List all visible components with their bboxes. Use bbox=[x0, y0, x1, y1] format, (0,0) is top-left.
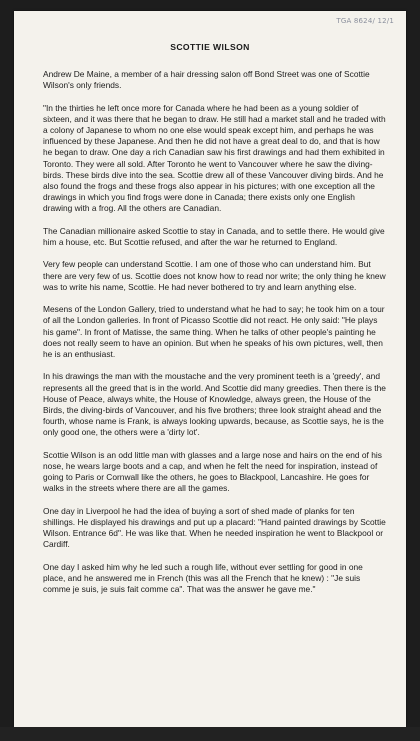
paragraph: The Canadian millionaire asked Scottie to stay in Canada, and to settle there. He would give him a house, etc. But Scottie refused, and after the war he returned to England. bbox=[43, 225, 385, 248]
paragraph: In his drawings the man with the moustache and the very prominent teeth is a 'greedy', and represents all the greed that is in the world. And Scottie did many greedies. Then there is the House of Peace, always white, the House of Knowledge, always green, the House of the Birds, the diving-birds of Vancouver, and his five brothers; three look straight ahead and the fourth, whose name is Frank, is always looking upwards, because, as Scottie says, he is the only good one, the others were a 'dirty lot'. bbox=[43, 371, 386, 438]
paragraph: Scottie Wilson is an odd little man with glasses and a large nose and hairs on the end of his nose, he wears large boots and a cap, and when he felt the need for inspiration, instead of going to Paris or Cornwall like the others, he goes to Blackpool, Lancashire. He goes for walks in the streets where there are all the games. bbox=[43, 449, 382, 494]
document-title: SCOTTIE WILSON bbox=[170, 42, 250, 52]
paragraph: Very few people can understand Scottie. I am one of those who can understand him. But there are very few of us. Scottie does not know how to read nor write; the only thing he knew was to write his name, Scottie. He had never bothered to try and learn anything else. bbox=[43, 259, 386, 292]
paragraph: Mesens of the London Gallery, tried to understand what he had to say; he took him on a tour of all the London galleries. In front of Picasso Scottie did not react. He only said: "He plays his game". In front of Matisse, the same thing. When he talks of other people's painting he does not really seem to have an opinion. But when he speaks of his own pictures, well, then he is an enthusiast. bbox=[43, 304, 385, 360]
paragraph: One day in Liverpool he had the idea of buying a sort of shed made of planks for ten shillings. He displayed his drawings and put up a placard: "Hand painted drawings by Scottie Wilson. Entrance 6d". He was like that. When he needed inspiration he went to Blackpool or Cardiff. bbox=[43, 505, 386, 550]
archive-reference: TGA 8624/ 12/1 bbox=[336, 17, 394, 25]
paragraph: One day I asked him why he led such a rough life, without ever settling for good in one place, and he answered me in French (this was all the French that he knew) : "Je suis comme je suis, je suis fait comme ca". That was the answer he gave me." bbox=[43, 561, 363, 595]
paragraph: Andrew De Maine, a member of a hair dressing salon off Bond Street was one of Scottie Wilson's only friends. bbox=[43, 69, 370, 91]
scan-background bbox=[0, 727, 420, 741]
document-body bbox=[43, 69, 386, 607]
typewritten-page bbox=[14, 11, 406, 727]
paragraph: "In the thirties he left once more for Canada where he had been as a young soldier of sixteen, and it was there that he began to draw. He still had a market stall and he traded with a colony of Japanese to whom no one else would speak except him, and perhaps he was influenced by these Japanese. And then he did not have a great deal to do, and that is how he began to draw. One day a rich Canadian saw his first drawings and had them exhibited in Toronto. They were all sold. After Toronto he went to Vancouver where he saw the diving-birds. These birds dive into the sea. Scottie drew all of these Vancouver diving birds. And he also found the frogs and these frogs also appear in his pictures; with one exception all the drawings in which you find frogs were done in Canada; there exists only one English drawing with a frog. All the others are Canadian. bbox=[43, 102, 386, 214]
